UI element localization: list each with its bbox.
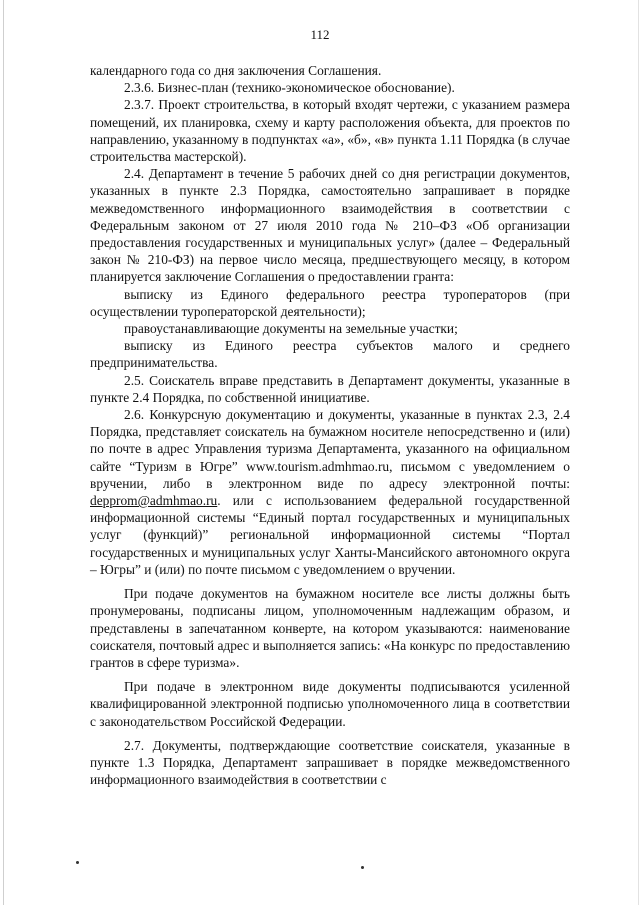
paragraph-2-7: 2.7. Документы, подтверждающие соответствие соискателя, указанные в пункте 1.3 Порядка, Департамент запрашивает в порядке межведомственного информационного взаимодействия в соответствии с bbox=[90, 737, 570, 788]
list-item-tour-operator-registry: выписку из Единого федерального реестра туроператоров (при осуществлении туроператорской деятельности); bbox=[90, 286, 570, 319]
page-right-edge bbox=[638, 0, 639, 905]
page-left-edge bbox=[3, 0, 4, 905]
email-link[interactable]: depprom@admhmao.ru bbox=[90, 493, 218, 509]
list-item-land-documents: правоустанавливающие документы на земельные участки; bbox=[124, 321, 458, 337]
scan-speck bbox=[76, 861, 79, 864]
document-body bbox=[90, 62, 570, 788]
page-number: 112 bbox=[310, 27, 330, 42]
list-item-sme-registry: выписку из Единого реестра субъектов малого и среднего предпринимательства. bbox=[90, 338, 570, 371]
paragraph-2-4: 2.4. Департамент в течение 5 рабочих дней со дня регистрации документов, указанных в пункте 2.3 Порядка, самостоятельно запрашивает в порядке межведомственного информационного взаимодействия в соответствии с Федеральным законом от 27 июля 2010 года № 210–ФЗ «Об организации предоставления государственных и муниципальных услуг» (далее – Федеральный закон № 210-ФЗ) на первое число месяца, предшествующего месяцу, в котором планируется заключение Соглашения о предоставлении гранта: bbox=[90, 166, 570, 285]
paragraph-paper-submission: При подаче документов на бумажном носителе все листы должны быть пронумерованы, подписаны лицом, уполномоченным надлежащим образом, и представлены в запечатанном конверте, на котором указываются: наименование соискателя, почтовый адрес и выполняется запись: «На конкурс по предоставлению грантов в сфере туризма». bbox=[90, 586, 570, 670]
scan-speck bbox=[361, 866, 364, 869]
paragraph-2-3-7: 2.3.7. Проект строительства, в который входят чертежи, с указанием размера помещений, их планировка, схему и карту расположения объекта, для проектов по направлению, указанному в подпунктах «а», «б», «в» пункта 1.11 Порядка (в случае строительства мастерской). bbox=[90, 97, 570, 165]
paragraph-2-6-text-end: . или с использованием федеральной государственной информационной системы “Единый портал государственных и муниципальных услуг (функций)” региональной информационной системы “Портал государственных и муниципальных услуг Ханты-Мансийского автономного округа – Югры” и (или) по почте письмом с уведомлением о вручении. bbox=[90, 493, 570, 577]
paragraph-2-6 bbox=[90, 406, 570, 578]
paragraph-continuation: календарного года со дня заключения Соглашения. bbox=[90, 63, 382, 78]
paragraph-2-3-6: 2.3.6. Бизнес-план (технико-экономическое обоснование). bbox=[124, 80, 455, 96]
paragraph-electronic-submission: При подаче в электронном виде документы подписываются усиленной квалифицированной электронной подписью уполномоченного лица в соответствии с законодательством Российской Федерации. bbox=[90, 679, 570, 729]
paragraph-2-5: 2.5. Соискатель вправе представить в Департамент документы, указанные в пункте 2.4 Порядка, по собственной инициативе. bbox=[90, 372, 570, 405]
paragraph-2-6-text-start: 2.6. Конкурсную документацию и документы, указанные в пунктах 2.3, 2.4 Порядка, представляет соискатель на бумажном носителе непосредственно и (или) по почте в адрес Управления туризма Департамента, указанного на официальном сайте “Туризм в Югре” www.tourism.admhmao.ru, письмом с уведомлением о вручении, либо в электронном виде по адресу электронной почты: bbox=[90, 407, 570, 491]
